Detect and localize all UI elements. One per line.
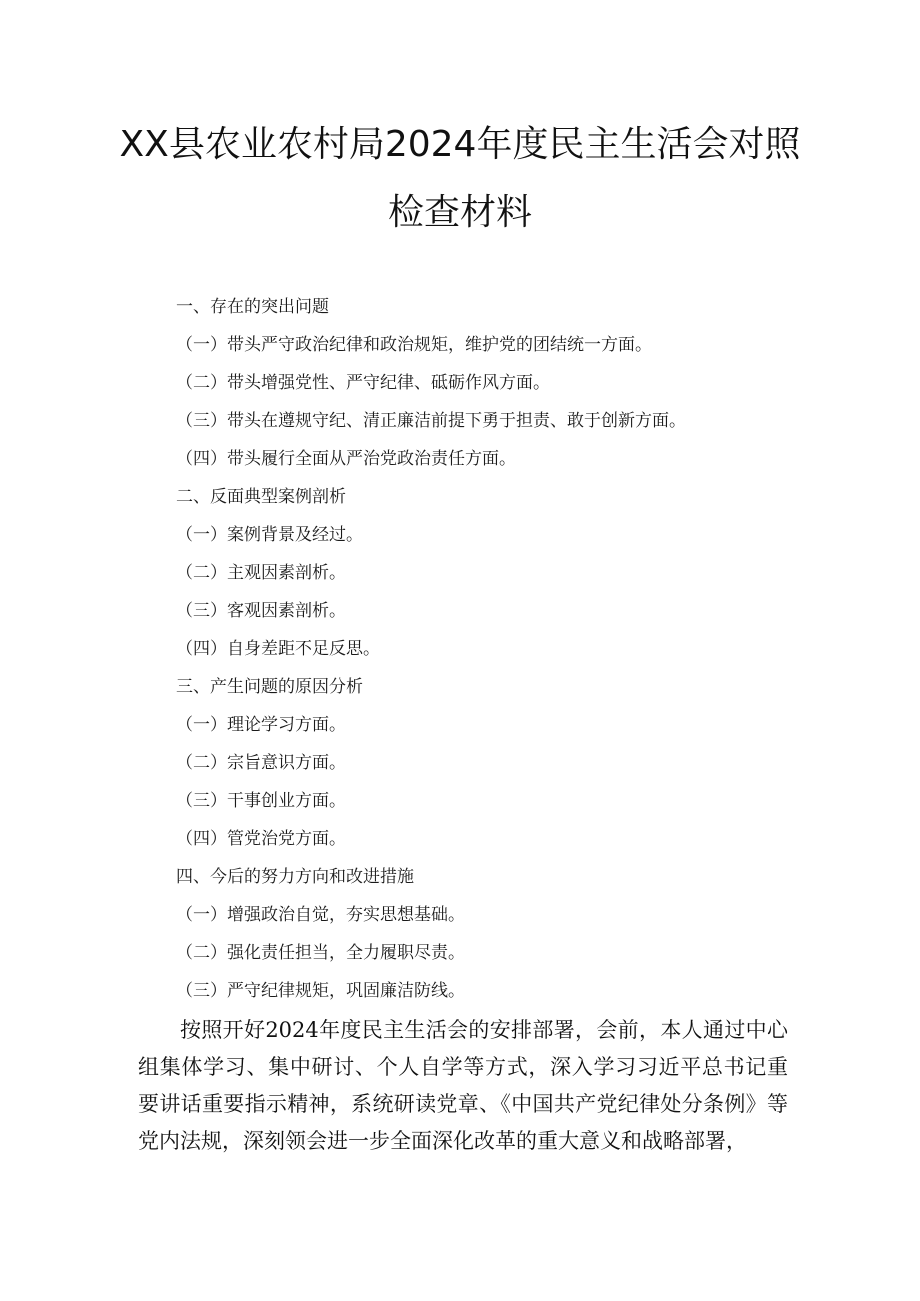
outline-item: （三）客观因素剖析。 [176,601,346,621]
outline-heading: 一、存在的突出问题 [176,297,329,317]
outline-heading: 三、产生问题的原因分析 [176,677,363,697]
outline-item: （二）宗旨意识方面。 [176,753,346,773]
outline-item: （二）强化责任担当，全力履职尽责。 [176,943,465,963]
outline-item: （三）干事创业方面。 [176,791,346,811]
outline-item: （四）管党治党方面。 [176,829,346,849]
outline-item: （一）增强政治自觉，夯实思想基础。 [176,905,465,925]
document-title-line-1: XX县农业农村局2024年度民主生活会对照 [119,124,801,165]
outline-item: （一）案例背景及经过。 [176,525,363,545]
outline-item: （二）带头增强党性、严守纪律、砥砺作风方面。 [176,373,550,393]
outline-item: （二）主观因素剖析。 [176,563,346,583]
outline-item: （四）带头履行全面从严治党政治责任方面。 [176,449,516,469]
outline-item: （一）带头严守政治纪律和政治规矩，维护党的团结统一方面。 [176,335,652,355]
outline-heading: 二、反面典型案例剖析 [176,487,346,507]
body-paragraph: 按照开好2024年度民主生活会的安排部署，会前，本人通过中心组集体学习、集中研讨、个人自学等方式，深入学习习近平总书记重要讲话重要指示精神，系统研读党章、《中国共产党纪律处分条例》等党内法规，深刻领会进一步全面深化改革的重大意义和战略部署， [138,1018,788,1153]
document-title-line-2: 检查材料 [387,192,532,233]
outline-item: （三）带头在遵规守纪、清正廉洁前提下勇于担责、敢于创新方面。 [176,411,686,431]
outline-heading: 四、今后的努力方向和改进措施 [176,867,414,887]
outline-item: （四）自身差距不足反思。 [176,639,380,659]
outline-item: （一）理论学习方面。 [176,715,346,735]
outline-item: （三）严守纪律规矩，巩固廉洁防线。 [176,981,465,1001]
